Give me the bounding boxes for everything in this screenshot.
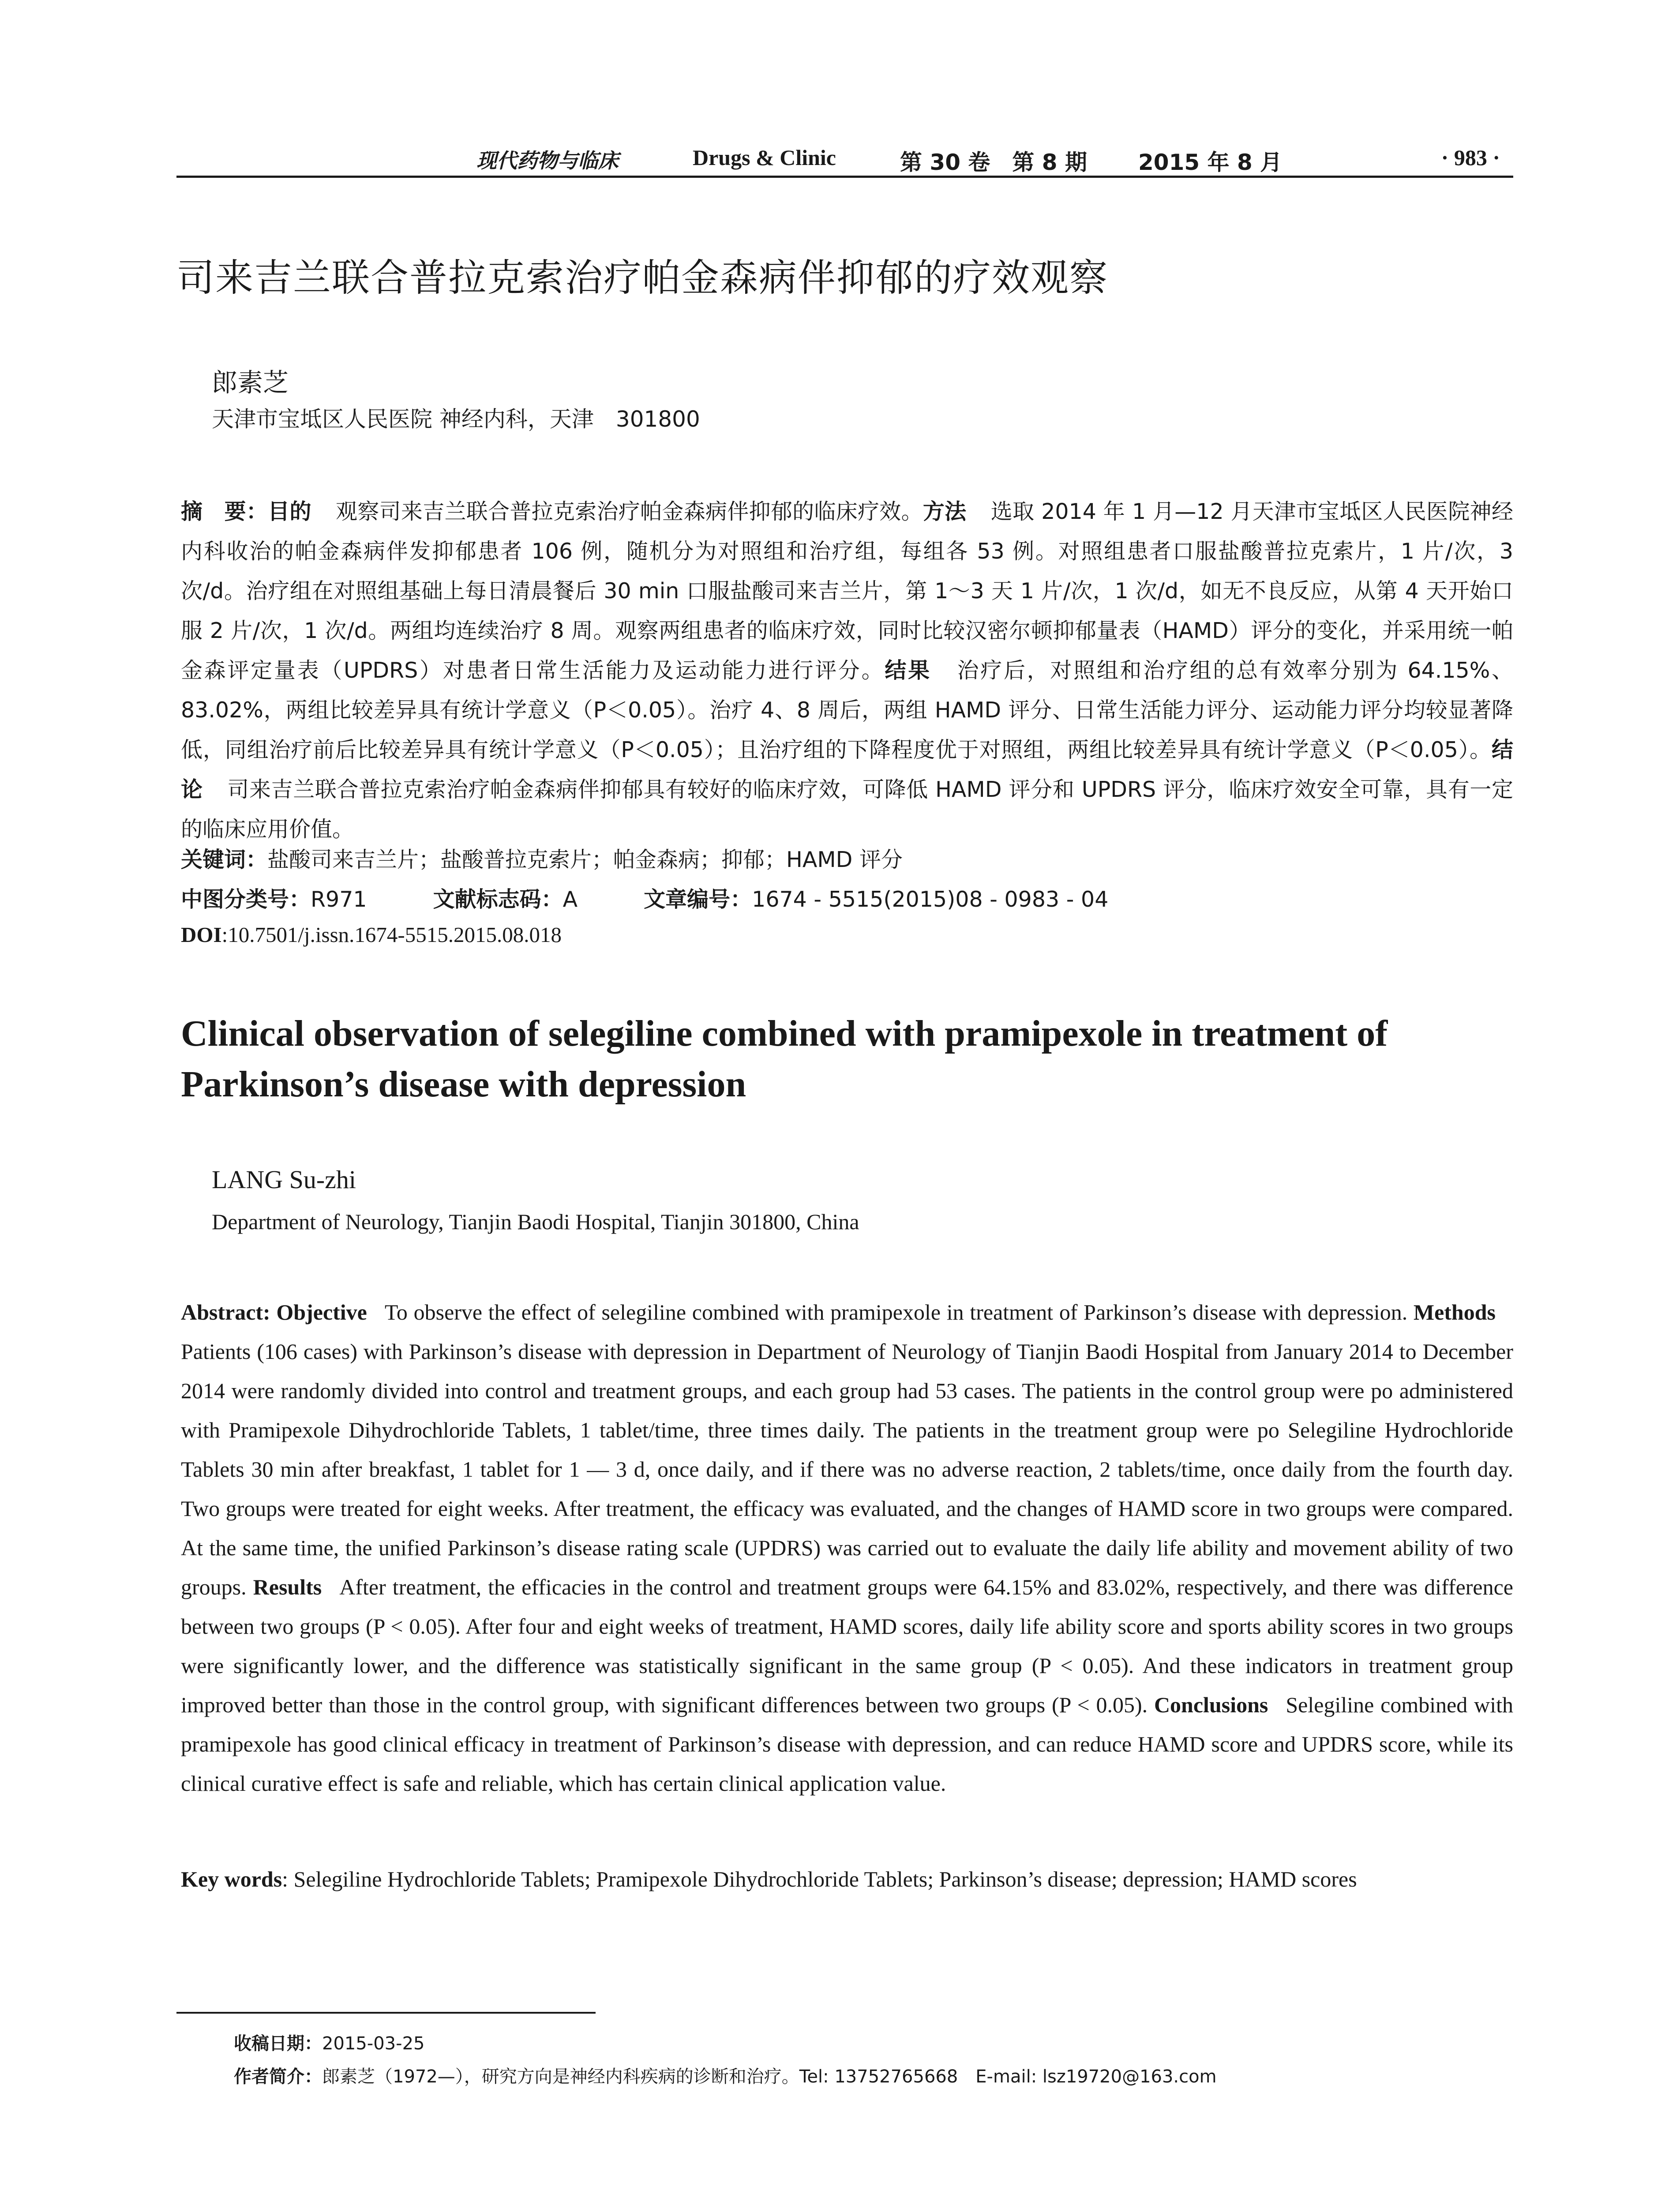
methods-label-en: Methods xyxy=(1413,1300,1496,1324)
doi-label: DOI xyxy=(181,923,222,947)
volume-issue: 第 30 卷 第 8 期 xyxy=(900,150,1087,175)
methods-text-cn: 选取 2014 年 1 月—12 月天津市宝坻区人民医院神经内科收治的帕金森病伴发抑郁患者 106 例，随机分为对照组和治疗组，每组各 53 例。对照组患者口服盐酸普拉克索片，1 片/次，3 次/d。治疗组在对照组基础上每日清晨餐后 30 min 口服盐酸司来吉兰片，第 1～3 天 1 片/次，1 次/d，如无不良反应，从第 4 天开始口服 2 片/次，1 次/d。两组均连续治疗 8 周。观察两组患者的临床疗效，同时比较汉密尔顿抑郁量表（HAMD）评分的变化，并采用统一帕金森评定量表（UPDRS）对患者日常生活能力及运动能力进行评分。 xyxy=(181,499,1513,683)
results-label-cn: 结果 xyxy=(885,658,931,683)
doi-value: :10.7501/j.issn.1674-5515.2015.08.018 xyxy=(221,923,562,947)
keywords-label-cn: 关键词： xyxy=(181,847,268,872)
article-no-label: 文章编号： xyxy=(644,887,752,912)
journal-name-cn: 现代药物与临床 xyxy=(476,149,619,173)
abstract-cn xyxy=(181,492,1513,849)
objective-text-en: To observe the effect of selegiline combined with pramipexole in treatment of Parkinson’s disease with depression. xyxy=(384,1300,1408,1324)
author-en: LANG Su-zhi xyxy=(212,1165,356,1194)
article-title-cn: 司来吉兰联合普拉克索治疗帕金森病伴抑郁的疗效观察 xyxy=(176,256,1108,300)
objective-label-en: Objective xyxy=(276,1300,367,1324)
footnote-author-bio xyxy=(234,2063,1217,2088)
objective-label-cn: 目的 xyxy=(268,499,311,524)
doc-code-label: 文献标志码： xyxy=(433,887,563,912)
objective-text-cn: 观察司来吉兰联合普拉克索治疗帕金森病伴抑郁的临床疗效。 xyxy=(335,499,923,524)
conclusions-text-en: Selegiline combined with pramipexole has good clinical efficacy in treatment of Parkinson’s disease with depression, and can reduce HAMD score and UPDRS score, while its clinical curative effect is safe and reliable, which has certain clinical application value. xyxy=(181,1692,1514,1796)
keywords-label-en: Key words xyxy=(181,1867,282,1891)
keywords-en xyxy=(181,1866,1513,1892)
results-text-en: After treatment, the efficacies in the control and treatment groups were 64.15% and 83.02%, respectively, and there was difference between two groups (P < 0.05). After four and eight weeks of treatment, HAMD scores, daily life ability score and sports ability scores in two groups were significantly lower, and the difference was statistically significant in the same group (P < 0.05). And these indicators in treatment group improved better than those in the control group, with significant differences between two groups (P < 0.05). xyxy=(181,1575,1513,1717)
author-cn: 郎素芝 xyxy=(212,368,289,398)
doi-line xyxy=(181,922,562,947)
abstract-en xyxy=(181,1293,1513,1803)
conclusions-label-en: Conclusions xyxy=(1154,1692,1268,1717)
results-label-en: Results xyxy=(253,1575,322,1599)
article-title-en: Clinical observation of selegiline combined with pramipexole in treatment of Parkinson’s disease with depression xyxy=(181,1013,1388,1105)
doc-code-value: A xyxy=(562,887,578,912)
abstract-label-en: Abstract: xyxy=(181,1300,270,1324)
keywords-cn xyxy=(181,843,903,874)
methods-label-cn: 方法 xyxy=(922,499,967,524)
running-header xyxy=(176,140,1513,178)
issue-date: 2015 年 8 月 xyxy=(1138,150,1282,175)
bio-label: 作者简介： xyxy=(234,2067,322,2087)
keywords-text-cn: 盐酸司来吉兰片；盐酸普拉克索片；帕金森病；抑郁；HAMD 评分 xyxy=(267,847,903,872)
classification-line xyxy=(181,882,1108,913)
affiliation-cn: 天津市宝坻区人民医院 神经内科，天津 301800 xyxy=(212,406,700,432)
page-number: · 983 · xyxy=(1441,145,1500,170)
clc-value: R971 xyxy=(311,887,367,912)
journal-name-en: Drugs & Clinic xyxy=(693,145,836,170)
abstract-label-cn: 摘 要： xyxy=(181,499,268,524)
footnote-received xyxy=(234,2030,424,2055)
clc-label: 中图分类号： xyxy=(181,887,311,912)
conclusion-label-cn: 结论 xyxy=(181,737,1513,802)
keywords-text-en: : Selegiline Hydrochloride Tablets; Pramipexole Dihydrochloride Tablets; Parkinson’s disease; depression; HAMD scores xyxy=(282,1867,1357,1891)
footnote-divider xyxy=(176,2012,596,2014)
results-text-cn: 治疗后，对照组和治疗组的总有效率分别为 64.15%、83.02%，两组比较差异具有统计学意义（P＜0.05）。治疗 4、8 周后，两组 HAMD 评分、日常生活能力评分、运动能力评分均较显著降低，同组治疗前后比较差异具有统计学意义（P＜0.05）；且治疗组的下降程度优于对照组，两组比较差异具有统计学意义（P＜0.05）。 xyxy=(181,658,1513,762)
methods-text-en: Patients (106 cases) with Parkinson’s disease with depression in Department of Neurology of Tianjin Baodi Hospital from January 2014 to December 2014 were randomly divided into control and treatment groups, and each group had 53 cases. The patients in the control group were po administered with Pramipexole Dihydrochloride Tablets, 1 tablet/time, three times daily. The patients in the treatment group were po Selegiline Hydrochloride Tablets 30 min after breakfast, 1 tablet for 1 — 3 d, once daily, and if there was no adverse reaction, 2 tablets/time, once daily from the fourth day. Two groups were treated for eight weeks. After treatment, the efficacy was evaluated, and the changes of HAMD score in two groups were compared. At the same time, the unified Parkinson’s disease rating scale (UPDRS) was carried out to evaluate the daily life ability and movement ability of two groups. xyxy=(181,1339,1513,1599)
conclusion-text-cn: 司来吉兰联合普拉克索治疗帕金森病伴抑郁具有较好的临床疗效，可降低 HAMD 评分和 UPDRS 评分，临床疗效安全可靠，具有一定的临床应用价值。 xyxy=(181,777,1513,842)
affiliation-en: Department of Neurology, Tianjin Baodi Hospital, Tianjin 301800, China xyxy=(212,1209,859,1234)
bio-text: 郎素芝（1972—），研究方向是神经内科疾病的诊断和治疗。Tel: 13752765668 E-mail: lsz19720@163.com xyxy=(322,2067,1217,2087)
received-date: 2015-03-25 xyxy=(322,2033,425,2054)
article-no-value: 1674 - 5515(2015)08 - 0983 - 04 xyxy=(752,887,1109,912)
received-label: 收稿日期： xyxy=(234,2033,322,2054)
